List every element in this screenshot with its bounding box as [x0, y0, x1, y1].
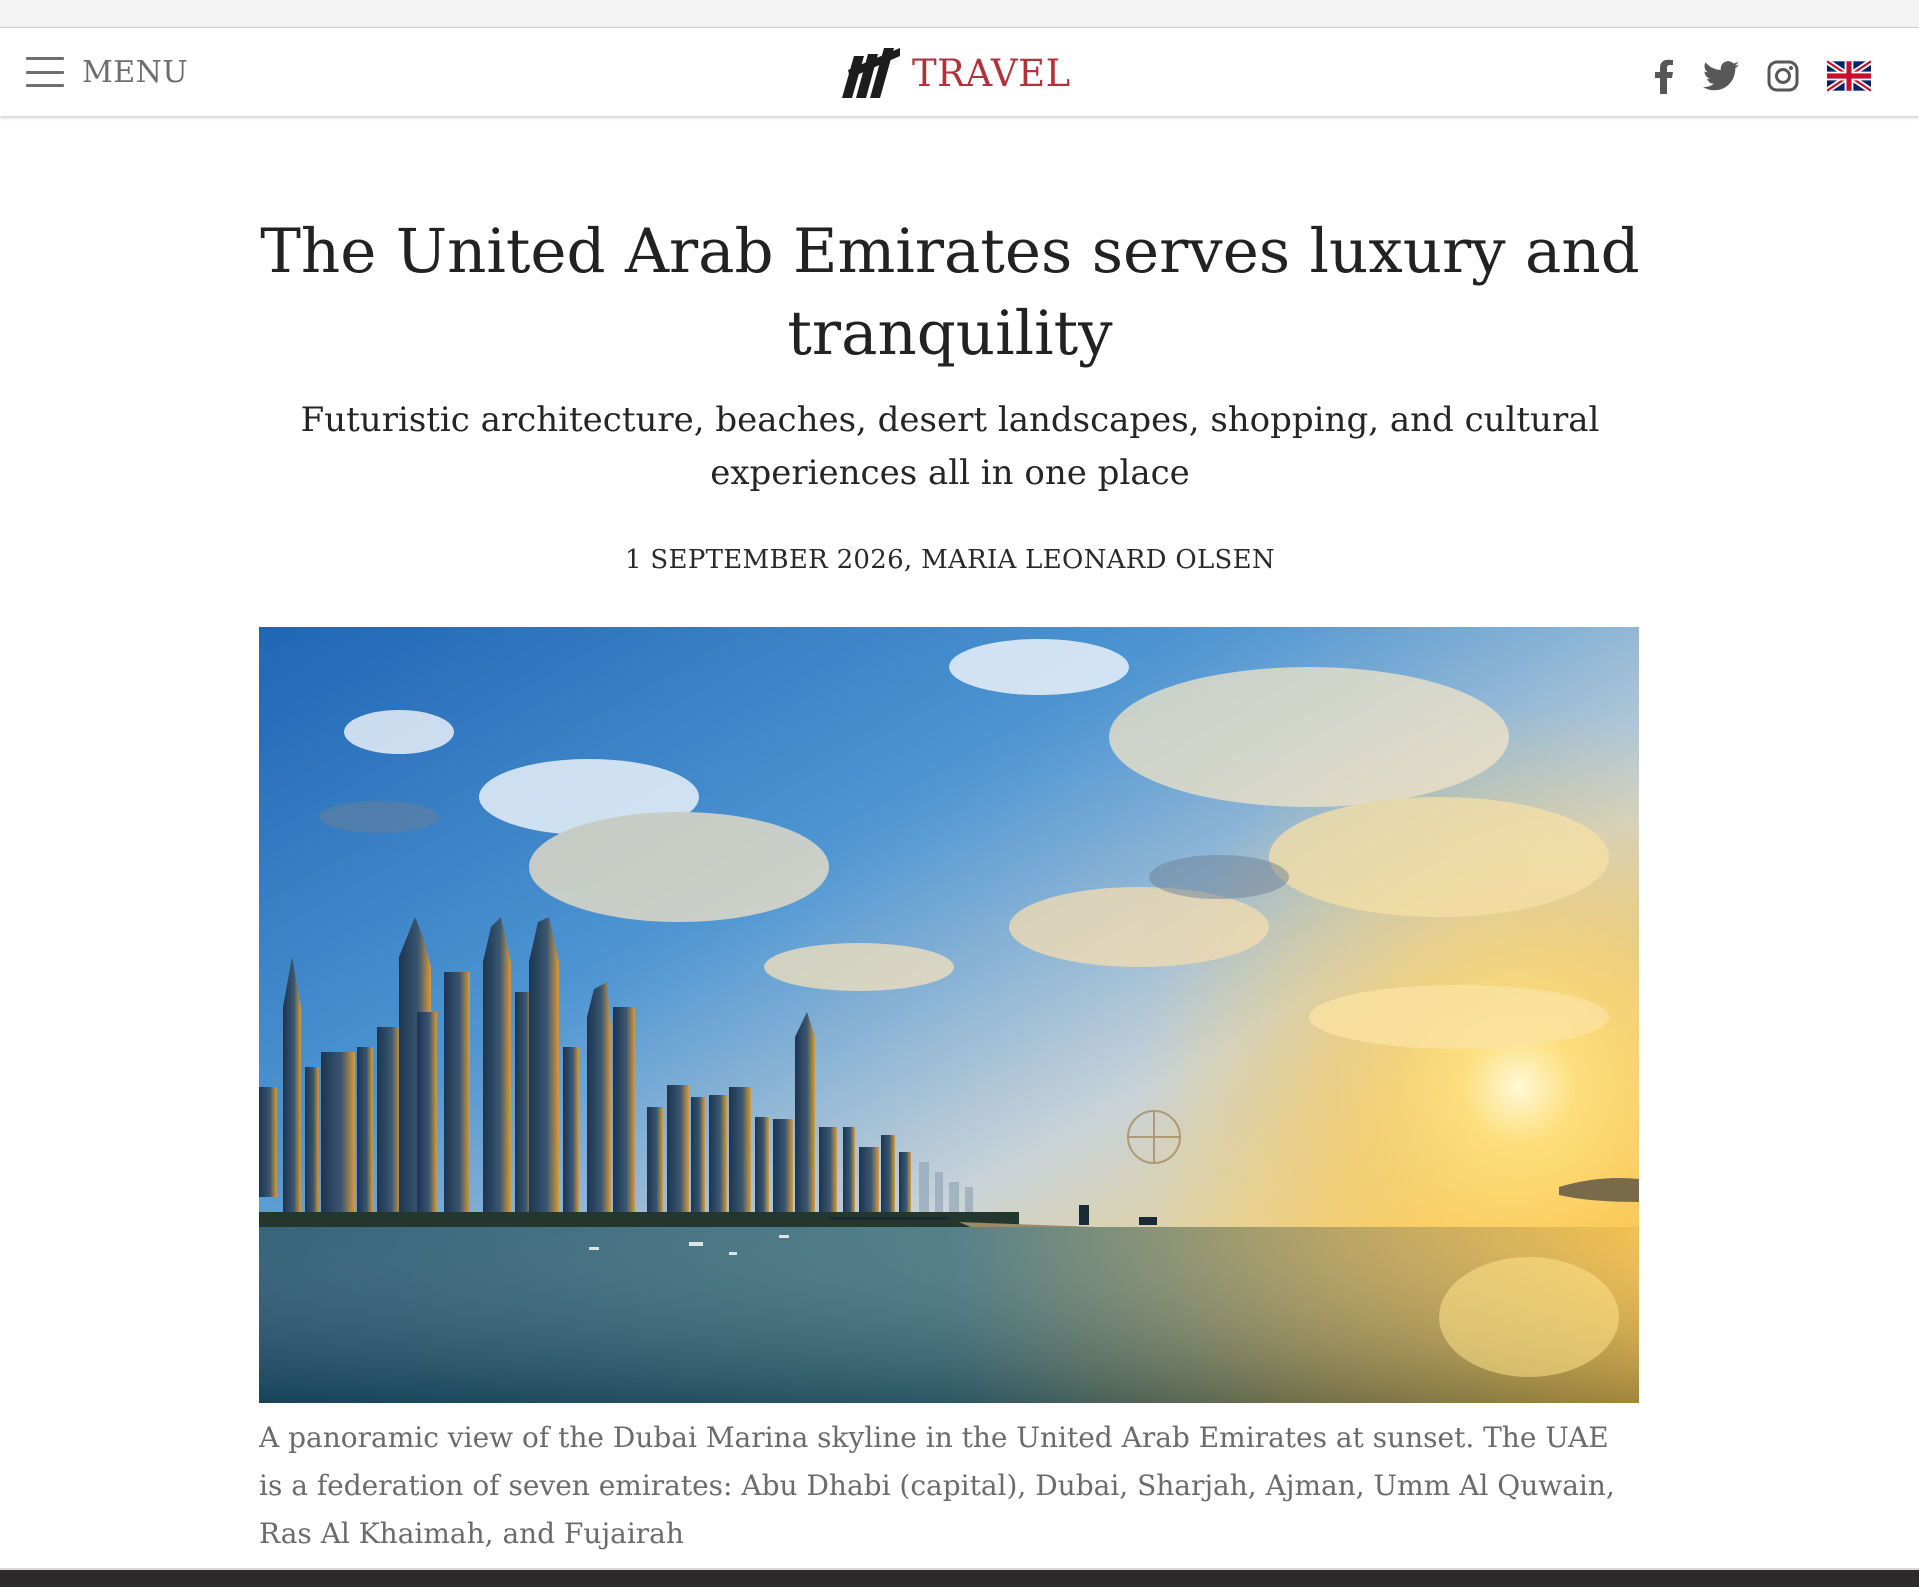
menu-label: MENU	[82, 54, 189, 90]
article-byline: 1 SEPTEMBER 2026, MARIA LEONARD OLSEN	[625, 545, 1275, 575]
dubai-marina-photo	[259, 627, 1639, 1403]
browser-top-bar	[0, 0, 1919, 28]
uk-flag-icon[interactable]	[1827, 60, 1871, 92]
instagram-icon[interactable]	[1767, 60, 1799, 92]
logo-mark-icon	[842, 48, 900, 98]
site-logo[interactable]	[842, 48, 1071, 98]
social-links	[1653, 54, 1871, 98]
logo-label: TRAVEL	[912, 51, 1071, 95]
article-standfirst: Futuristic architecture, beaches, desert landscapes, shopping, and cultural experiences all in one place	[300, 400, 1600, 493]
image-caption: A panoramic view of the Dubai Marina skyline in the United Arab Emirates at sunset. The UAE is a federation of seven emirates: Abu Dhabi (capital), Dubai, Sharjah, Ajman, Umm Al Quwain, Ras Al Khaimah, and Fujairah	[259, 1421, 1615, 1550]
article-headline: The United Arab Emirates serves luxury and tranquility	[260, 216, 1640, 369]
menu-button[interactable]	[26, 54, 188, 90]
hero-image	[259, 627, 1639, 1403]
bottom-strip	[0, 1568, 1919, 1587]
site-header	[0, 28, 1919, 116]
facebook-icon[interactable]	[1653, 58, 1675, 94]
twitter-icon[interactable]	[1703, 61, 1739, 91]
hamburger-icon	[26, 57, 64, 87]
